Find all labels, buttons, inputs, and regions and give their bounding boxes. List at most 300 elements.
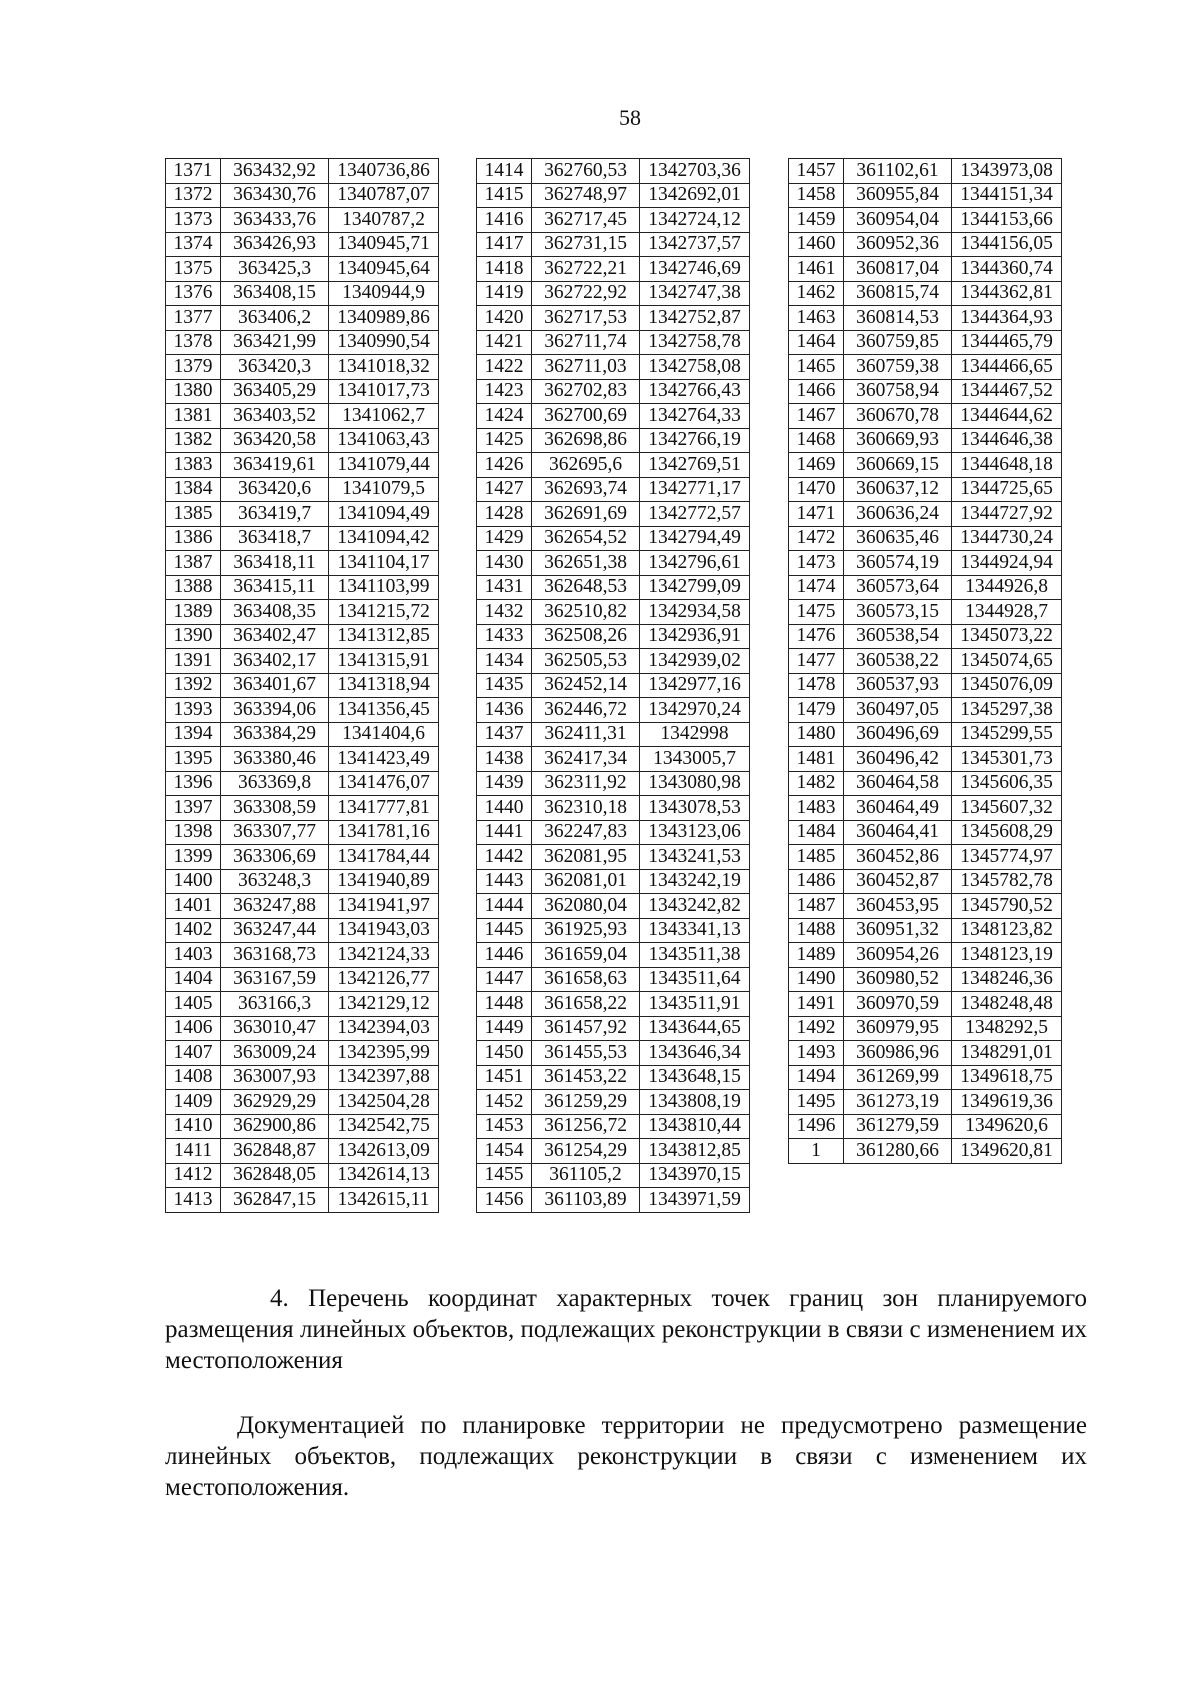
y-coordinate-cell: 1344362,81 bbox=[952, 281, 1062, 306]
coordinates-table-2 bbox=[476, 158, 750, 1213]
point-number-cell: 1460 bbox=[789, 232, 844, 257]
point-number-cell: 1459 bbox=[789, 208, 844, 233]
table-row bbox=[477, 698, 750, 723]
table-row bbox=[166, 428, 439, 453]
point-number-cell: 1442 bbox=[477, 845, 532, 870]
point-number-cell: 1378 bbox=[166, 330, 221, 355]
x-coordinate-cell: 362698,86 bbox=[532, 428, 640, 453]
table-row bbox=[166, 159, 439, 184]
table-row bbox=[789, 1041, 1062, 1066]
y-coordinate-cell: 1342977,16 bbox=[640, 673, 750, 698]
x-coordinate-cell: 361273,19 bbox=[844, 1090, 952, 1115]
table-row bbox=[477, 649, 750, 674]
x-coordinate-cell: 363247,88 bbox=[221, 894, 329, 919]
table-row bbox=[477, 1114, 750, 1139]
y-coordinate-cell: 1344648,18 bbox=[952, 453, 1062, 478]
table-row bbox=[789, 208, 1062, 233]
table-row bbox=[166, 453, 439, 478]
table-row bbox=[477, 722, 750, 747]
table-row bbox=[477, 526, 750, 551]
y-coordinate-cell: 1344151,34 bbox=[952, 183, 1062, 208]
y-coordinate-cell: 1345606,35 bbox=[952, 771, 1062, 796]
table-row bbox=[477, 232, 750, 257]
point-number-cell: 1454 bbox=[477, 1139, 532, 1164]
table-row bbox=[477, 1188, 750, 1213]
y-coordinate-cell: 1341941,97 bbox=[329, 894, 439, 919]
point-number-cell: 1379 bbox=[166, 355, 221, 380]
y-coordinate-cell: 1344725,65 bbox=[952, 477, 1062, 502]
point-number-cell: 1490 bbox=[789, 967, 844, 992]
y-coordinate-cell: 1343511,91 bbox=[640, 992, 750, 1017]
y-coordinate-cell: 1340945,64 bbox=[329, 257, 439, 282]
y-coordinate-cell: 1342758,08 bbox=[640, 355, 750, 380]
point-number-cell: 1393 bbox=[166, 698, 221, 723]
coordinates-table-3 bbox=[788, 158, 1062, 1164]
y-coordinate-cell: 1341943,03 bbox=[329, 918, 439, 943]
x-coordinate-cell: 362900,86 bbox=[221, 1114, 329, 1139]
table-row bbox=[477, 869, 750, 894]
y-coordinate-cell: 1341063,43 bbox=[329, 428, 439, 453]
point-number-cell: 1409 bbox=[166, 1090, 221, 1115]
x-coordinate-cell: 360538,54 bbox=[844, 624, 952, 649]
y-coordinate-cell: 1341079,44 bbox=[329, 453, 439, 478]
x-coordinate-cell: 363419,7 bbox=[221, 502, 329, 527]
table-row bbox=[789, 869, 1062, 894]
y-coordinate-cell: 1342692,01 bbox=[640, 183, 750, 208]
y-coordinate-cell: 1341781,16 bbox=[329, 820, 439, 845]
point-number-cell: 1402 bbox=[166, 918, 221, 943]
point-number-cell: 1450 bbox=[477, 1041, 532, 1066]
table-row bbox=[789, 600, 1062, 625]
point-number-cell: 1446 bbox=[477, 943, 532, 968]
point-number-cell: 1439 bbox=[477, 771, 532, 796]
x-coordinate-cell: 362452,14 bbox=[532, 673, 640, 698]
point-number-cell: 1451 bbox=[477, 1065, 532, 1090]
x-coordinate-cell: 360452,86 bbox=[844, 845, 952, 870]
section-body-text: Документацией по планировке территории не предусмотрено размещение линейных объектов, подлежащих реконструкции в связи с изменением их местоположения. bbox=[165, 1412, 1087, 1501]
point-number-cell: 1435 bbox=[477, 673, 532, 698]
table-row bbox=[477, 845, 750, 870]
y-coordinate-cell: 1340990,54 bbox=[329, 330, 439, 355]
y-coordinate-cell: 1342746,69 bbox=[640, 257, 750, 282]
x-coordinate-cell: 360573,64 bbox=[844, 575, 952, 600]
point-number-cell: 1478 bbox=[789, 673, 844, 698]
point-number-cell: 1470 bbox=[789, 477, 844, 502]
point-number-cell: 1384 bbox=[166, 477, 221, 502]
point-number-cell: 1445 bbox=[477, 918, 532, 943]
table-row bbox=[166, 232, 439, 257]
point-number-cell: 1388 bbox=[166, 575, 221, 600]
point-number-cell: 1395 bbox=[166, 747, 221, 772]
point-number-cell: 1477 bbox=[789, 649, 844, 674]
y-coordinate-cell: 1345301,73 bbox=[952, 747, 1062, 772]
y-coordinate-cell: 1342758,78 bbox=[640, 330, 750, 355]
y-coordinate-cell: 1342504,28 bbox=[329, 1090, 439, 1115]
y-coordinate-cell: 1348246,36 bbox=[952, 967, 1062, 992]
x-coordinate-cell: 360817,04 bbox=[844, 257, 952, 282]
point-number-cell: 1386 bbox=[166, 526, 221, 551]
point-number-cell: 1401 bbox=[166, 894, 221, 919]
x-coordinate-cell: 360496,69 bbox=[844, 722, 952, 747]
y-coordinate-cell: 1345299,55 bbox=[952, 722, 1062, 747]
table-row bbox=[477, 502, 750, 527]
table-row bbox=[477, 183, 750, 208]
table-row bbox=[166, 918, 439, 943]
table-row bbox=[166, 477, 439, 502]
x-coordinate-cell: 363308,59 bbox=[221, 796, 329, 821]
x-coordinate-cell: 362411,31 bbox=[532, 722, 640, 747]
y-coordinate-cell: 1342613,09 bbox=[329, 1139, 439, 1164]
point-number-cell: 1492 bbox=[789, 1016, 844, 1041]
x-coordinate-cell: 360464,58 bbox=[844, 771, 952, 796]
point-number-cell: 1415 bbox=[477, 183, 532, 208]
x-coordinate-cell: 361925,93 bbox=[532, 918, 640, 943]
point-number-cell: 1397 bbox=[166, 796, 221, 821]
x-coordinate-cell: 360464,41 bbox=[844, 820, 952, 845]
x-coordinate-cell: 362691,69 bbox=[532, 502, 640, 527]
x-coordinate-cell: 362847,15 bbox=[221, 1188, 329, 1213]
y-coordinate-cell: 1342395,99 bbox=[329, 1041, 439, 1066]
x-coordinate-cell: 360954,26 bbox=[844, 943, 952, 968]
point-number-cell: 1482 bbox=[789, 771, 844, 796]
y-coordinate-cell: 1345074,65 bbox=[952, 649, 1062, 674]
point-number-cell: 1383 bbox=[166, 453, 221, 478]
y-coordinate-cell: 1343644,65 bbox=[640, 1016, 750, 1041]
x-coordinate-cell: 363420,58 bbox=[221, 428, 329, 453]
table-row bbox=[166, 698, 439, 723]
table-row bbox=[789, 159, 1062, 184]
point-number-cell: 1411 bbox=[166, 1139, 221, 1164]
table-row bbox=[477, 306, 750, 331]
y-coordinate-cell: 1344156,05 bbox=[952, 232, 1062, 257]
point-number-cell: 1438 bbox=[477, 747, 532, 772]
y-coordinate-cell: 1341017,73 bbox=[329, 379, 439, 404]
point-number-cell: 1443 bbox=[477, 869, 532, 894]
y-coordinate-cell: 1348292,5 bbox=[952, 1016, 1062, 1041]
point-number-cell: 1432 bbox=[477, 600, 532, 625]
table-row bbox=[477, 379, 750, 404]
x-coordinate-cell: 363007,93 bbox=[221, 1065, 329, 1090]
y-coordinate-cell: 1341079,5 bbox=[329, 477, 439, 502]
table-row bbox=[789, 526, 1062, 551]
point-number-cell: 1373 bbox=[166, 208, 221, 233]
y-coordinate-cell: 1341315,91 bbox=[329, 649, 439, 674]
y-coordinate-cell: 1340989,86 bbox=[329, 306, 439, 331]
x-coordinate-cell: 361279,59 bbox=[844, 1114, 952, 1139]
y-coordinate-cell: 1343971,59 bbox=[640, 1188, 750, 1213]
y-coordinate-cell: 1341777,81 bbox=[329, 796, 439, 821]
y-coordinate-cell: 1342752,87 bbox=[640, 306, 750, 331]
x-coordinate-cell: 362080,04 bbox=[532, 894, 640, 919]
point-number-cell: 1473 bbox=[789, 551, 844, 576]
table-row bbox=[789, 918, 1062, 943]
table-row bbox=[166, 649, 439, 674]
point-number-cell: 1405 bbox=[166, 992, 221, 1017]
x-coordinate-cell: 361453,22 bbox=[532, 1065, 640, 1090]
point-number-cell: 1394 bbox=[166, 722, 221, 747]
y-coordinate-cell: 1341103,99 bbox=[329, 575, 439, 600]
point-number-cell: 1462 bbox=[789, 281, 844, 306]
point-number-cell: 1453 bbox=[477, 1114, 532, 1139]
point-number-cell: 1389 bbox=[166, 600, 221, 625]
point-number-cell: 1474 bbox=[789, 575, 844, 600]
y-coordinate-cell: 1342747,38 bbox=[640, 281, 750, 306]
x-coordinate-cell: 361105,2 bbox=[532, 1163, 640, 1188]
x-coordinate-cell: 360955,84 bbox=[844, 183, 952, 208]
coordinates-table-1 bbox=[165, 158, 439, 1213]
x-coordinate-cell: 361457,92 bbox=[532, 1016, 640, 1041]
x-coordinate-cell: 362648,53 bbox=[532, 575, 640, 600]
y-coordinate-cell: 1340787,2 bbox=[329, 208, 439, 233]
point-number-cell: 1441 bbox=[477, 820, 532, 845]
point-number-cell: 1496 bbox=[789, 1114, 844, 1139]
y-coordinate-cell: 1345073,22 bbox=[952, 624, 1062, 649]
y-coordinate-cell: 1341018,32 bbox=[329, 355, 439, 380]
table-row bbox=[477, 918, 750, 943]
point-number-cell: 1457 bbox=[789, 159, 844, 184]
table-row bbox=[477, 1016, 750, 1041]
table-row bbox=[166, 1065, 439, 1090]
table-row bbox=[477, 820, 750, 845]
table-row bbox=[166, 747, 439, 772]
point-number-cell: 1 bbox=[789, 1139, 844, 1164]
point-number-cell: 1464 bbox=[789, 330, 844, 355]
point-number-cell: 1408 bbox=[166, 1065, 221, 1090]
y-coordinate-cell: 1341404,6 bbox=[329, 722, 439, 747]
table-row bbox=[166, 796, 439, 821]
y-coordinate-cell: 1342703,36 bbox=[640, 159, 750, 184]
x-coordinate-cell: 363380,46 bbox=[221, 747, 329, 772]
x-coordinate-cell: 363418,7 bbox=[221, 526, 329, 551]
point-number-cell: 1486 bbox=[789, 869, 844, 894]
table-row bbox=[477, 624, 750, 649]
y-coordinate-cell: 1344153,66 bbox=[952, 208, 1062, 233]
table-row bbox=[477, 796, 750, 821]
y-coordinate-cell: 1342799,09 bbox=[640, 575, 750, 600]
table-row bbox=[789, 796, 1062, 821]
y-coordinate-cell: 1341318,94 bbox=[329, 673, 439, 698]
x-coordinate-cell: 360453,95 bbox=[844, 894, 952, 919]
x-coordinate-cell: 363425,3 bbox=[221, 257, 329, 282]
point-number-cell: 1429 bbox=[477, 526, 532, 551]
x-coordinate-cell: 362695,6 bbox=[532, 453, 640, 478]
y-coordinate-cell: 1343808,19 bbox=[640, 1090, 750, 1115]
point-number-cell: 1465 bbox=[789, 355, 844, 380]
table-row bbox=[166, 869, 439, 894]
y-coordinate-cell: 1344727,92 bbox=[952, 502, 1062, 527]
point-number-cell: 1404 bbox=[166, 967, 221, 992]
x-coordinate-cell: 363430,76 bbox=[221, 183, 329, 208]
x-coordinate-cell: 361259,29 bbox=[532, 1090, 640, 1115]
point-number-cell: 1416 bbox=[477, 208, 532, 233]
y-coordinate-cell: 1344467,52 bbox=[952, 379, 1062, 404]
x-coordinate-cell: 362417,34 bbox=[532, 747, 640, 772]
y-coordinate-cell: 1345774,97 bbox=[952, 845, 1062, 870]
point-number-cell: 1455 bbox=[477, 1163, 532, 1188]
point-number-cell: 1428 bbox=[477, 502, 532, 527]
table-row bbox=[477, 257, 750, 282]
x-coordinate-cell: 363166,3 bbox=[221, 992, 329, 1017]
table-row bbox=[477, 355, 750, 380]
y-coordinate-cell: 1344360,74 bbox=[952, 257, 1062, 282]
table-row bbox=[166, 306, 439, 331]
y-coordinate-cell: 1345076,09 bbox=[952, 673, 1062, 698]
y-coordinate-cell: 1342129,12 bbox=[329, 992, 439, 1017]
point-number-cell: 1418 bbox=[477, 257, 532, 282]
x-coordinate-cell: 363394,06 bbox=[221, 698, 329, 723]
table-row bbox=[166, 502, 439, 527]
point-number-cell: 1483 bbox=[789, 796, 844, 821]
table-row bbox=[166, 183, 439, 208]
x-coordinate-cell: 362505,53 bbox=[532, 649, 640, 674]
table-row bbox=[166, 551, 439, 576]
table-row bbox=[477, 747, 750, 772]
y-coordinate-cell: 1341476,07 bbox=[329, 771, 439, 796]
table-row bbox=[789, 1114, 1062, 1139]
x-coordinate-cell: 363247,44 bbox=[221, 918, 329, 943]
y-coordinate-cell: 1341062,7 bbox=[329, 404, 439, 429]
point-number-cell: 1417 bbox=[477, 232, 532, 257]
point-number-cell: 1430 bbox=[477, 551, 532, 576]
x-coordinate-cell: 362081,01 bbox=[532, 869, 640, 894]
point-number-cell: 1406 bbox=[166, 1016, 221, 1041]
section-heading: 4. Перечень координат характерных точек границ зон планируемого размещения линейных объектов, подлежащих реконструкции в связи с изменением их местоположения bbox=[165, 1285, 1087, 1374]
table-row bbox=[477, 330, 750, 355]
point-number-cell: 1427 bbox=[477, 477, 532, 502]
point-number-cell: 1469 bbox=[789, 453, 844, 478]
x-coordinate-cell: 360952,36 bbox=[844, 232, 952, 257]
point-number-cell: 1475 bbox=[789, 600, 844, 625]
x-coordinate-cell: 363168,73 bbox=[221, 943, 329, 968]
y-coordinate-cell: 1342394,03 bbox=[329, 1016, 439, 1041]
point-number-cell: 1420 bbox=[477, 306, 532, 331]
page-number: 58 bbox=[619, 105, 641, 130]
point-number-cell: 1489 bbox=[789, 943, 844, 968]
point-number-cell: 1377 bbox=[166, 306, 221, 331]
x-coordinate-cell: 363402,47 bbox=[221, 624, 329, 649]
y-coordinate-cell: 1343648,15 bbox=[640, 1065, 750, 1090]
y-coordinate-cell: 1343078,53 bbox=[640, 796, 750, 821]
point-number-cell: 1403 bbox=[166, 943, 221, 968]
y-coordinate-cell: 1342614,13 bbox=[329, 1163, 439, 1188]
y-coordinate-cell: 1342737,57 bbox=[640, 232, 750, 257]
table-row bbox=[166, 379, 439, 404]
y-coordinate-cell: 1349619,36 bbox=[952, 1090, 1062, 1115]
point-number-cell: 1390 bbox=[166, 624, 221, 649]
x-coordinate-cell: 361455,53 bbox=[532, 1041, 640, 1066]
x-coordinate-cell: 363306,69 bbox=[221, 845, 329, 870]
y-coordinate-cell: 1341940,89 bbox=[329, 869, 439, 894]
point-number-cell: 1491 bbox=[789, 992, 844, 1017]
y-coordinate-cell: 1342772,57 bbox=[640, 502, 750, 527]
x-coordinate-cell: 363433,76 bbox=[221, 208, 329, 233]
point-number-cell: 1385 bbox=[166, 502, 221, 527]
table-row bbox=[789, 453, 1062, 478]
point-number-cell: 1437 bbox=[477, 722, 532, 747]
y-coordinate-cell: 1343341,13 bbox=[640, 918, 750, 943]
y-coordinate-cell: 1341784,44 bbox=[329, 845, 439, 870]
x-coordinate-cell: 361254,29 bbox=[532, 1139, 640, 1164]
x-coordinate-cell: 362711,74 bbox=[532, 330, 640, 355]
point-number-cell: 1480 bbox=[789, 722, 844, 747]
table-row bbox=[789, 1139, 1062, 1164]
point-number-cell: 1424 bbox=[477, 404, 532, 429]
point-number-cell: 1479 bbox=[789, 698, 844, 723]
x-coordinate-cell: 360970,59 bbox=[844, 992, 952, 1017]
point-number-cell: 1488 bbox=[789, 918, 844, 943]
y-coordinate-cell: 1342764,33 bbox=[640, 404, 750, 429]
x-coordinate-cell: 362717,53 bbox=[532, 306, 640, 331]
y-coordinate-cell: 1342998 bbox=[640, 722, 750, 747]
table-row bbox=[789, 624, 1062, 649]
point-number-cell: 1381 bbox=[166, 404, 221, 429]
x-coordinate-cell: 360815,74 bbox=[844, 281, 952, 306]
x-coordinate-cell: 360814,53 bbox=[844, 306, 952, 331]
point-number-cell: 1449 bbox=[477, 1016, 532, 1041]
x-coordinate-cell: 361269,99 bbox=[844, 1065, 952, 1090]
table-row bbox=[789, 379, 1062, 404]
x-coordinate-cell: 363403,52 bbox=[221, 404, 329, 429]
table-row bbox=[477, 453, 750, 478]
y-coordinate-cell: 1342124,33 bbox=[329, 943, 439, 968]
point-number-cell: 1476 bbox=[789, 624, 844, 649]
x-coordinate-cell: 360637,12 bbox=[844, 477, 952, 502]
point-number-cell: 1372 bbox=[166, 183, 221, 208]
y-coordinate-cell: 1344644,62 bbox=[952, 404, 1062, 429]
table-row bbox=[789, 649, 1062, 674]
y-coordinate-cell: 1345607,32 bbox=[952, 796, 1062, 821]
x-coordinate-cell: 360452,87 bbox=[844, 869, 952, 894]
table-row bbox=[789, 698, 1062, 723]
table-row bbox=[789, 967, 1062, 992]
point-number-cell: 1413 bbox=[166, 1188, 221, 1213]
y-coordinate-cell: 1340787,07 bbox=[329, 183, 439, 208]
table-row bbox=[477, 1065, 750, 1090]
table-row bbox=[166, 575, 439, 600]
x-coordinate-cell: 363408,35 bbox=[221, 600, 329, 625]
y-coordinate-cell: 1345608,29 bbox=[952, 820, 1062, 845]
point-number-cell: 1456 bbox=[477, 1188, 532, 1213]
x-coordinate-cell: 362654,52 bbox=[532, 526, 640, 551]
point-number-cell: 1407 bbox=[166, 1041, 221, 1066]
x-coordinate-cell: 360759,85 bbox=[844, 330, 952, 355]
x-coordinate-cell: 360636,24 bbox=[844, 502, 952, 527]
table-row bbox=[477, 1163, 750, 1188]
table-row bbox=[789, 355, 1062, 380]
x-coordinate-cell: 362717,45 bbox=[532, 208, 640, 233]
table-row bbox=[789, 992, 1062, 1017]
table-row bbox=[789, 502, 1062, 527]
table-row bbox=[166, 771, 439, 796]
x-coordinate-cell: 360670,78 bbox=[844, 404, 952, 429]
table-row bbox=[789, 673, 1062, 698]
y-coordinate-cell: 1349620,81 bbox=[952, 1139, 1062, 1164]
y-coordinate-cell: 1342542,75 bbox=[329, 1114, 439, 1139]
x-coordinate-cell: 362722,92 bbox=[532, 281, 640, 306]
point-number-cell: 1433 bbox=[477, 624, 532, 649]
x-coordinate-cell: 362510,82 bbox=[532, 600, 640, 625]
y-coordinate-cell: 1341356,45 bbox=[329, 698, 439, 723]
y-coordinate-cell: 1343005,7 bbox=[640, 747, 750, 772]
y-coordinate-cell: 1344466,65 bbox=[952, 355, 1062, 380]
y-coordinate-cell: 1344465,79 bbox=[952, 330, 1062, 355]
point-number-cell: 1412 bbox=[166, 1163, 221, 1188]
x-coordinate-cell: 363406,2 bbox=[221, 306, 329, 331]
x-coordinate-cell: 361280,66 bbox=[844, 1139, 952, 1164]
table-row bbox=[166, 1090, 439, 1115]
y-coordinate-cell: 1343241,53 bbox=[640, 845, 750, 870]
point-number-cell: 1472 bbox=[789, 526, 844, 551]
